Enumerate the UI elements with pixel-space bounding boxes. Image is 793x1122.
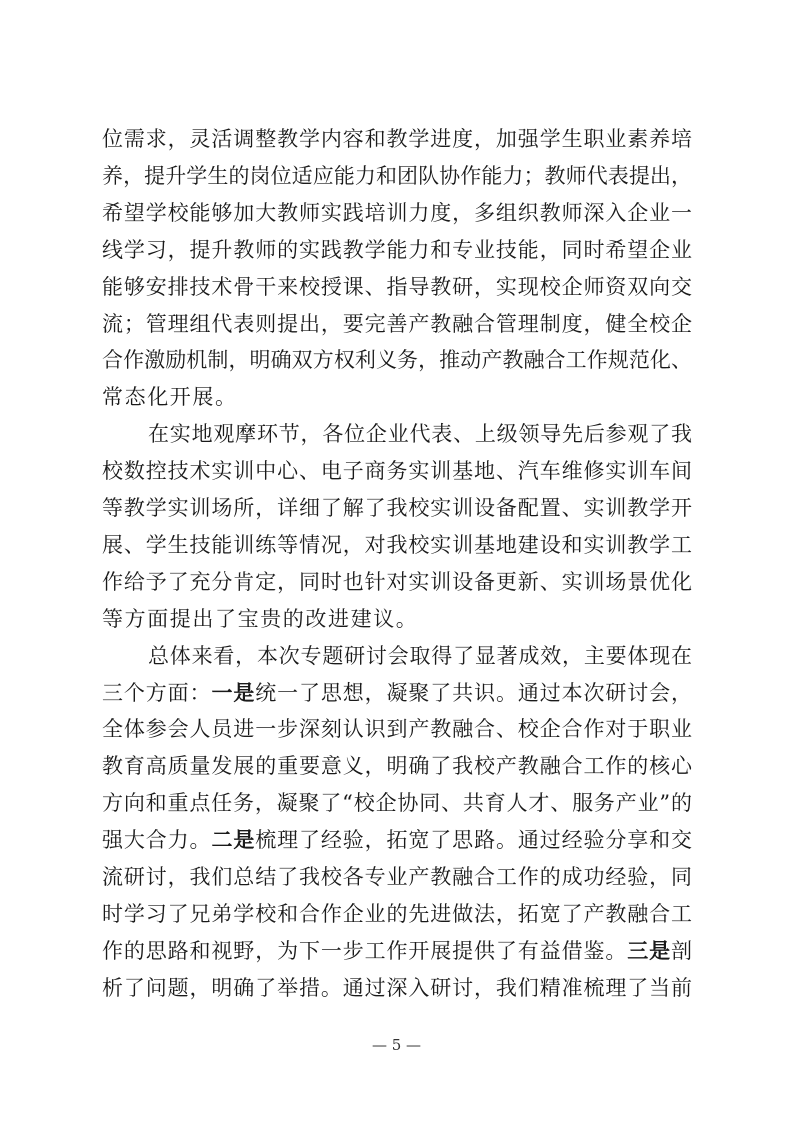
text-line [102,493,692,523]
text-segment: 流；管理组代表则提出，要完善产教融合管理制度，健全校企 [102,311,692,336]
text-segment: 时学习了兄弟学校和合作企业的先进做法，拓宽了产教融合工 [102,901,692,926]
text-line [102,899,692,929]
bold-text: 一是 [211,679,256,705]
text-segment: 析了问题，明确了举措。通过深入研讨，我们精准梳理了当前 [102,975,692,1000]
text-segment: 总体来看，本次专题研讨会取得了显著成效，主要体现在 [148,643,692,668]
text-segment: 流研讨，我们总结了我校各专业产教融合工作的成功经验，同 [102,865,692,889]
text-segment: 梳理了经验，拓宽了思路。通过经验分享和交 [255,828,693,853]
text-segment: 合作激励机制，明确双方权利义务，推动产教融合工作规范化、 [102,348,692,373]
text-line [102,714,692,744]
text-line [102,825,692,855]
text-line [102,788,692,818]
text-segment: 校数控技术实训中心、电子商务实训基地、汽车维修实训车间 [102,459,692,484]
text-line [148,419,692,449]
text-line [102,604,692,634]
text-line [102,530,692,560]
text-segment: 教育高质量发展的重要意义，明确了我校产教融合工作的核心 [102,754,692,779]
text-line [102,567,692,597]
text-segment: 作的思路和视野，为下一步工作开展提供了有益借鉴。 [102,938,628,963]
text-segment: 作给予了充分肯定，同时也针对实训设备更新、实训场景优化 [102,569,692,594]
text-line [102,345,692,375]
text-segment: 等方面提出了宝贵的改进建议。 [102,606,419,631]
text-line [102,382,692,412]
text-line [148,641,692,671]
text-line [102,751,692,781]
text-line [102,973,692,1003]
text-line [102,272,692,302]
text-segment: 剖 [671,938,693,963]
bold-text: 三是 [627,937,672,963]
text-line [102,456,692,486]
text-segment: 全体参会人员进一步深刻认识到产教融合、校企合作对于职业 [102,717,692,742]
text-line [102,862,692,892]
text-segment: 在实地观摩环节，各位企业代表、上级领导先后参观了我 [148,422,692,447]
text-segment: 展、学生技能训练等情况，对我校实训基地建设和实训教学工 [102,532,692,557]
text-segment: 线学习，提升教师的实践教学能力和专业技能，同时希望企业 [102,237,692,262]
text-segment: 常态化开展。 [102,385,238,410]
text-line [102,235,692,265]
text-segment: 统一了思想，凝聚了共识。通过本次研讨会， [255,680,693,705]
text-line [102,936,692,966]
text-line [102,198,692,228]
text-line [102,309,692,339]
text-line [102,161,692,191]
text-segment: 等教学实训场所，详细了解了我校实训设备配置、实训教学开 [102,496,692,520]
text-segment: 能够安排技术骨干来校授课、指导教研，实现校企师资双向交 [102,274,692,299]
text-segment: 方向和重点任务，凝聚了“校企协同、共育人才、服务产业”的 [102,791,692,816]
text-segment: 强大合力。 [102,828,212,853]
text-segment: 养，提升学生的岗位适应能力和团队协作能力；教师代表提出， [102,163,692,188]
text-line [102,678,692,708]
text-segment: 三个方面： [102,680,212,705]
text-segment: 位需求，灵活调整教学内容和教学进度，加强学生职业素养培 [102,127,692,151]
text-line [102,124,692,154]
bold-text: 二是 [211,827,256,853]
page-number: — 5 — [371,1036,422,1054]
text-segment: 希望学校能够加大教师实践培训力度，多组织教师深入企业一 [102,200,692,225]
